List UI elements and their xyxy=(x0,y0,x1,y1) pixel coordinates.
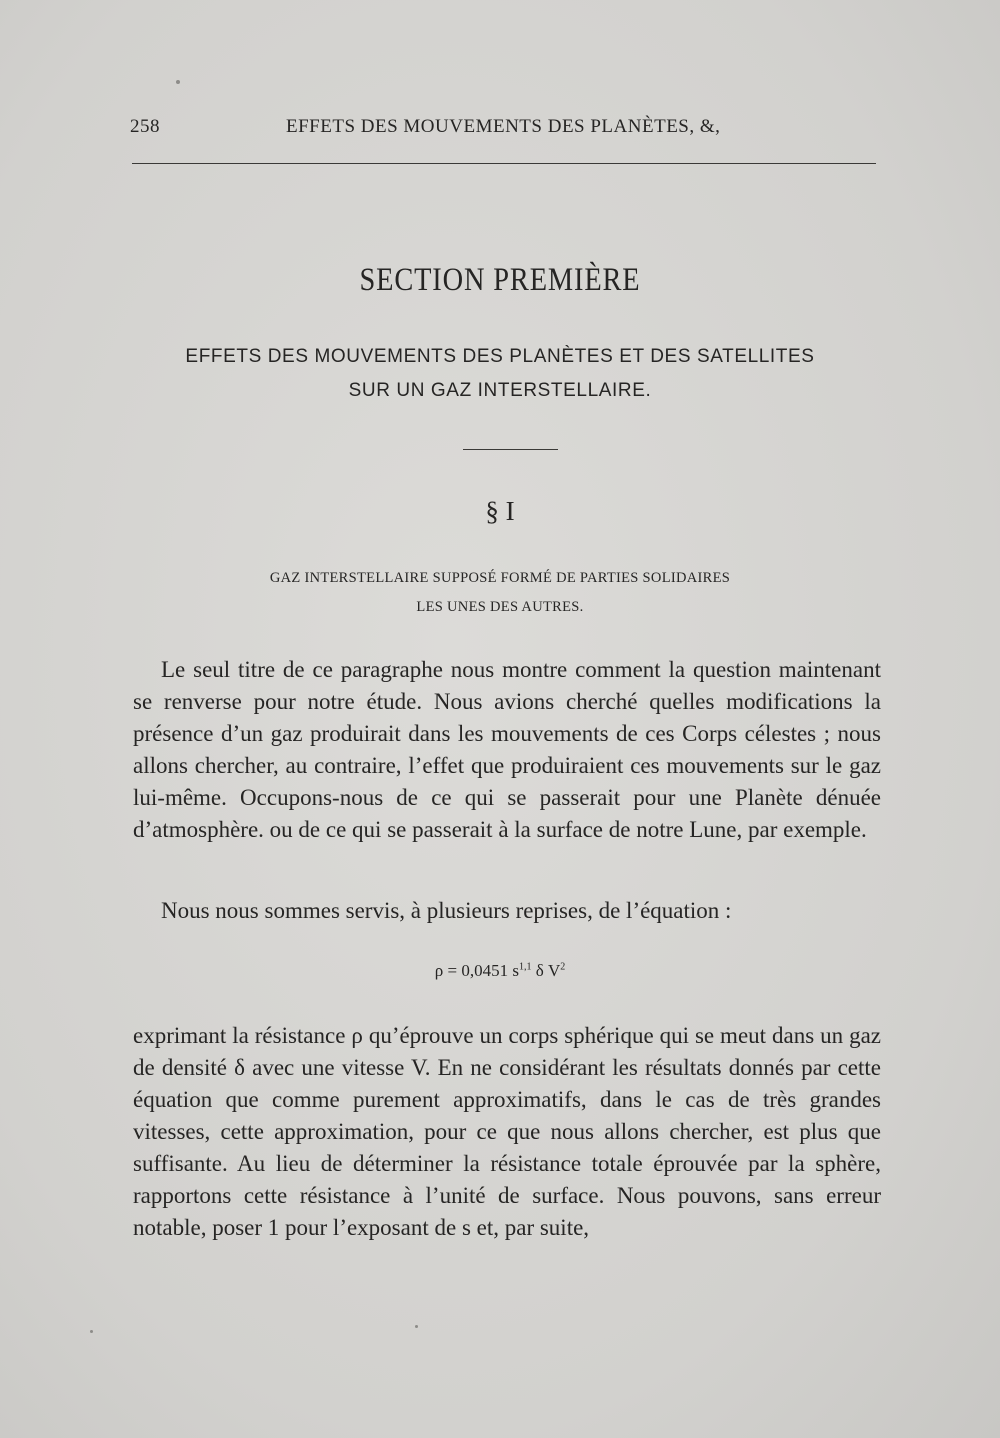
header-rule xyxy=(132,163,876,164)
running-head xyxy=(130,116,875,140)
section-title: SECTION PREMIÈRE xyxy=(359,262,641,298)
section-subtitle xyxy=(0,340,1000,408)
body-paragraph: Nous nous sommes servis, à plusieurs reprises, de l’équation : xyxy=(161,898,732,923)
body-paragraph: exprimant la résistance ρ qu’éprouve un corps sphérique qui se meut dans un gaz de densité δ avec une vitesse V. En ne considérant les résultats donnés par cette équation que comme purement approximatifs, dans le cas de très grandes vitesses, cette approximation, pour ce que nous allons chercher, est plus que suffisante. Au lieu de déterminer la résistance totale éprouvée par la sphère, rapportons cette résistance à l’unité de surface. Nous pouvons, sans erreur notable, poser 1 pour l’exposant de s et, par suite, xyxy=(133,1023,881,1240)
paper-speck xyxy=(415,1325,418,1328)
paragraph-heading xyxy=(0,564,1000,622)
equation-lhs: ρ = 0,0451 s xyxy=(434,961,519,980)
running-title: EFFETS DES MOUVEMENTS DES PLANÈTES, &, xyxy=(286,116,721,137)
section-subtitle-line: SUR UN GAZ INTERSTELLAIRE. xyxy=(348,380,652,401)
body-paragraph: Le seul titre de ce paragraphe nous montre comment la question maintenant se renverse pour notre étude. Nous avions cherché quelles modifications la présence d’un gaz produirait dans les mouvements de ces Corps célestes ; nous allons chercher, au contraire, l’effet que produiraient ces mouvements sur le gaz lui-même. Occupons-nous de ce qui se passerait pour une Planète dénuée d’atmosphère. ou de ce qui se passerait à la surface de notre Lune, par exemple. xyxy=(133,657,881,842)
paper-speck xyxy=(90,1330,93,1333)
paper-speck xyxy=(176,80,180,84)
equation-exponent: 1,1 xyxy=(518,961,532,973)
equation-exponent: 2 xyxy=(560,961,566,973)
section-divider xyxy=(463,449,558,450)
equation-rhs: δ V xyxy=(531,961,561,980)
paragraph-heading-line: LES UNES DES AUTRES. xyxy=(416,599,584,615)
equation xyxy=(0,961,1000,981)
paragraph-number: § I xyxy=(485,496,515,526)
paragraph-heading-line: GAZ INTERSTELLAIRE SUPPOSÉ FORMÉ DE PARTIES SOLIDAIRES xyxy=(269,570,731,586)
page-number: 258 xyxy=(130,116,160,137)
section-subtitle-line: EFFETS DES MOUVEMENTS DES PLANÈTES ET DES SATELLITES xyxy=(185,346,815,367)
